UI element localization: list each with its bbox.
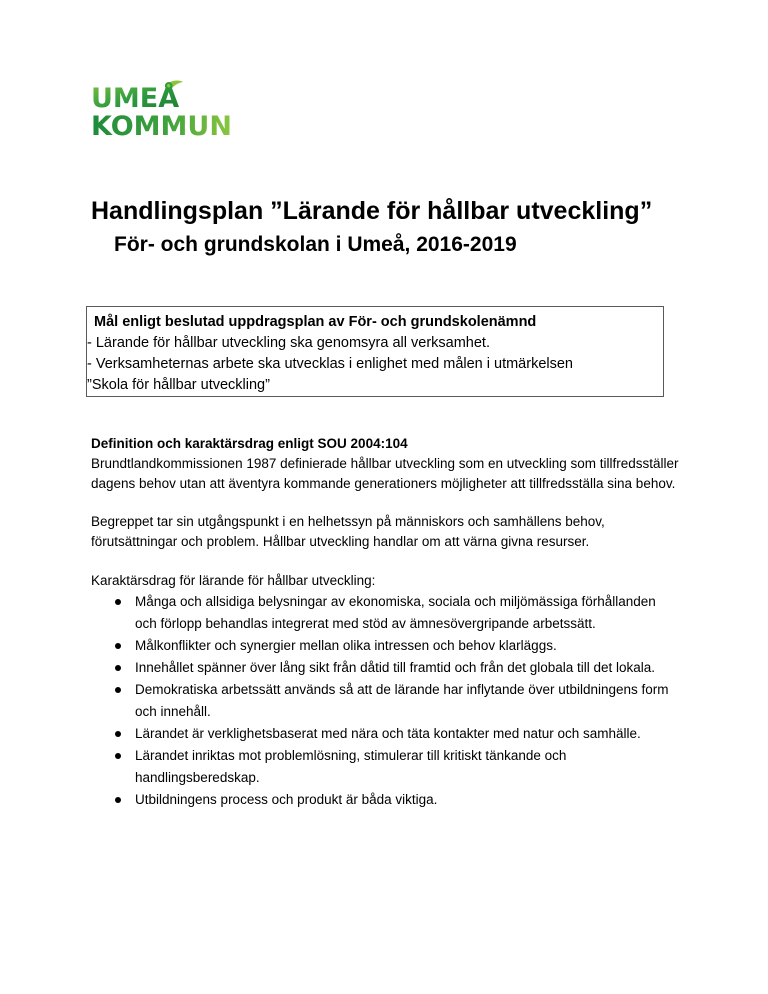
goal-box-heading: Mål enligt beslutad uppdragsplan av För- och grundskolenämnd bbox=[94, 314, 537, 330]
list-item-text: Innehållet spänner över lång sikt från dåtid till framtid och från det globala till det lokala. bbox=[135, 660, 656, 675]
list-item-text: Lärandet inriktas mot problemlösning, stimulerar till kritiskt tänkande och handlingsberedskap. bbox=[135, 748, 567, 785]
list-item bbox=[135, 657, 681, 679]
concept-paragraph: Begreppet tar sin utgångspunkt i en helhetssyn på människors och samhällens behov, förutsättningar och problem. Hållbar utveckling handlar om att värna givna resurser. bbox=[91, 514, 605, 549]
bullet-icon bbox=[115, 643, 121, 649]
page-title: Handlingsplan ”Lärande för hållbar utveckling” bbox=[91, 197, 653, 225]
characteristics-list bbox=[91, 591, 681, 811]
definition-paragraph: Brundtlandkommissionen 1987 definierade hållbar utveckling som en utveckling som tillfredsställer dagens behov utan att äventyra kommande generationers möjligheter att tillfredsställa sina behov. bbox=[91, 456, 679, 491]
goal-box bbox=[86, 306, 664, 397]
list-item-text: Demokratiska arbetssätt används så att de lärande har inflytande över utbildningens form och innehåll. bbox=[135, 682, 669, 719]
logo-wordmark bbox=[91, 80, 256, 140]
definition-heading: Definition och karaktärsdrag enligt SOU 2004:104 bbox=[91, 436, 408, 451]
goal-box-line: - Verksamheternas arbete ska utvecklas i enlighet med målen i utmärkelsen bbox=[87, 356, 573, 372]
list-item bbox=[135, 723, 681, 745]
bullet-icon bbox=[115, 753, 121, 759]
page-subtitle: För- och grundskolan i Umeå, 2016-2019 bbox=[114, 233, 517, 256]
list-item-text: Utbildningens process och produkt är båda viktiga. bbox=[135, 792, 438, 807]
list-item-text: Lärandet är verklighetsbaserat med nära och täta kontakter med natur och samhälle. bbox=[135, 726, 641, 741]
list-item bbox=[135, 635, 681, 657]
logo-line2: KOMMUN bbox=[91, 111, 232, 140]
list-item-text: Många och allsidiga belysningar av ekonomiska, sociala och miljömässiga förhållanden och förlopp behandlas integrerat med stöd av ämnesövergripande arbetssätt. bbox=[135, 594, 656, 631]
goal-box-line: ”Skola för hållbar utveckling” bbox=[87, 377, 270, 393]
bullet-icon bbox=[115, 687, 121, 693]
umea-kommun-logo bbox=[91, 80, 256, 140]
bullet-icon bbox=[115, 665, 121, 671]
bullet-icon bbox=[115, 731, 121, 737]
logo-line1: UMEÅ bbox=[91, 83, 180, 114]
main-content bbox=[91, 434, 681, 811]
bullet-icon bbox=[115, 599, 121, 605]
list-item bbox=[135, 789, 681, 811]
bullet-icon bbox=[115, 797, 121, 803]
characteristics-intro: Karaktärsdrag för lärande för hållbar utveckling: bbox=[91, 573, 376, 588]
list-item bbox=[135, 591, 681, 635]
goal-box-line: - Lärande för hållbar utveckling ska genomsyra all verksamhet. bbox=[87, 335, 490, 351]
list-item bbox=[135, 745, 681, 789]
list-item bbox=[135, 679, 681, 723]
list-item-text: Målkonflikter och synergier mellan olika intressen och behov klarläggs. bbox=[135, 638, 557, 653]
